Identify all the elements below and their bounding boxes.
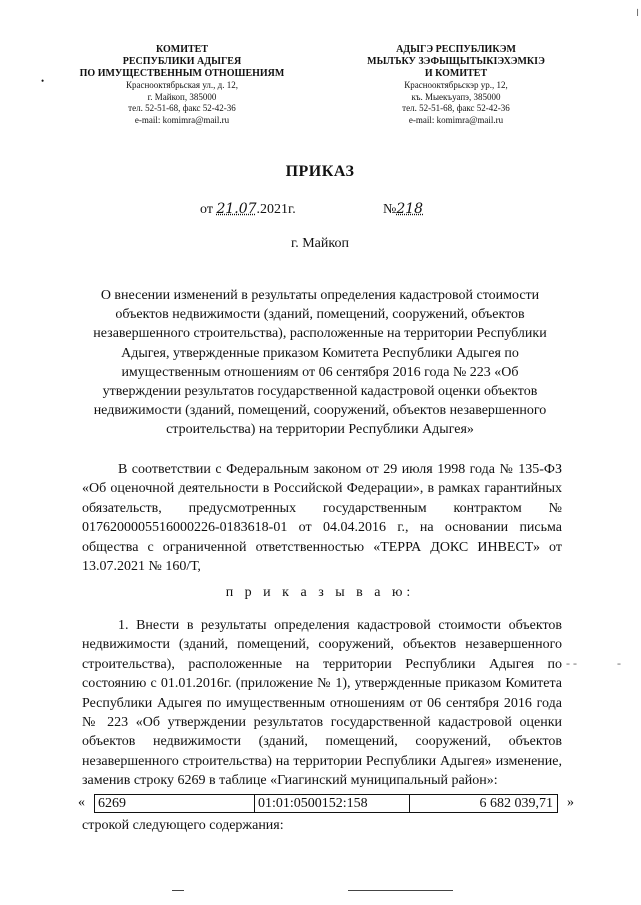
- order-subject: О внесении изменений в результаты определения кадастровой стоимости объектов недвижимости (зданий, помещений, сооружений, объектов незавершенного строительства), расположенные на территории Республики Адыгея, утвержденные приказом Комитета Республики Адыгея по имущественным отношениям от 06 сентября 2016 года № 223 «Об утверждении результатов государственной кадастровой оценки объектов недвижимости (зданий, помещений, сооружений, объектов незавершенного строительства) на территории Республики Адыгея»: [93, 288, 547, 438]
- preamble-paragraph: В соответствии с Федеральным законом от 29 июля 1998 года № 135-ФЗ «Об оценочной деятельности в Российской Федерации», в рамках гарантийных обязательств, предусмотренных государственным контрактом № 0176200005516000226-0183618-01 от 04.04.2016 г., на основании письма общества с ограниченной ответственностью «ТЕРРА ДОКС ИНВЕСТ» от 13.07.2021 № 160/Т,: [82, 462, 562, 575]
- order-word: п р и к а з ы в а ю:: [225, 585, 415, 600]
- header-left-city: г. Майкоп, 385000: [147, 91, 217, 102]
- cell-cadastral-number: 01:01:0500152:158: [255, 795, 410, 812]
- header-left: [68, 44, 296, 126]
- scan-mark: ‐ ‐: [566, 656, 577, 670]
- open-quote: «: [78, 795, 85, 810]
- date-prefix: от: [200, 202, 213, 217]
- header-left-line1: КОМИТЕТ: [155, 44, 208, 55]
- scan-mark: ‐: [617, 656, 621, 670]
- header-right-line1: АДЫГЭ РЕСПУБЛИКЭМ: [396, 44, 516, 55]
- header-right-email: e-mail: komimra@mail.ru: [408, 114, 504, 125]
- document-city: г. Майкоп: [291, 236, 349, 251]
- header-right-city: къ. Мыекъуапэ, 385000: [411, 91, 501, 102]
- cell-cadastral-value: 6 682 039,71: [479, 796, 553, 811]
- date-suffix: .2021г.: [256, 202, 296, 217]
- date-handwritten: 21.07: [216, 201, 257, 217]
- number-prefix: №: [383, 202, 397, 217]
- header-right-line2: МЫЛЪКУ ЗЭФЫЩЫТЫКІЭХЭМКІЭ: [367, 56, 545, 67]
- margin-dot: •: [41, 76, 45, 86]
- header-right: [336, 44, 576, 126]
- scan-line: [348, 890, 453, 891]
- close-quote: »: [567, 795, 574, 810]
- header-left-line2: РЕСПУБЛИКИ АДЫГЕЯ: [122, 56, 242, 67]
- after-table-text: строкой следующего содержания:: [82, 818, 284, 833]
- item-1-paragraph: 1. Внести в результаты определения кадастровой стоимости объектов недвижимости (зданий, помещений, сооружений, объектов незавершенного строительства), расположенные на территории Республики Адыгея по состоянию с 01.01.2016г. (приложение № 1), утвержденные приказом Комитета Республики Адыгея по имущественным отношениям от 06 сентября 2016 года № 223 «Об утверждении результатов государственной кадастровой оценки объектов недвижимости (зданий, помещений, сооружений, объектов незавершенного строительства) на территории Республики Адыгея» изменение, заменив строку 6269 в таблице «Гиагинский муниципальный район»:: [82, 618, 562, 789]
- header-left-email: e-mail: komimra@mail.ru: [134, 114, 230, 125]
- header-left-phone: тел. 52-51-68, факс 52-42-36: [128, 103, 236, 113]
- cell-row-number: 6269: [95, 795, 255, 812]
- document-title: ПРИКАЗ: [285, 163, 355, 180]
- header-right-address: Краснооктябрьскэр ур., 12,: [404, 80, 508, 90]
- order-date: [200, 201, 296, 218]
- scan-mark: ╷: [634, 2, 641, 16]
- order-number: [383, 201, 423, 218]
- header-right-phone: тел. 52-51-68, факс 52-42-36: [402, 103, 510, 113]
- number-handwritten: 218: [396, 201, 424, 217]
- header-right-line3: И КОМИТЕТ: [424, 68, 488, 79]
- header-left-address: Краснооктябрьская ул., д. 12,: [126, 80, 238, 90]
- table-cells: [94, 794, 558, 813]
- header-left-line3: ПО ИМУЩЕСТВЕННЫМ ОТНОШЕНИЯМ: [79, 68, 285, 79]
- scan-line: [172, 890, 184, 891]
- replaced-table-row: [78, 793, 574, 813]
